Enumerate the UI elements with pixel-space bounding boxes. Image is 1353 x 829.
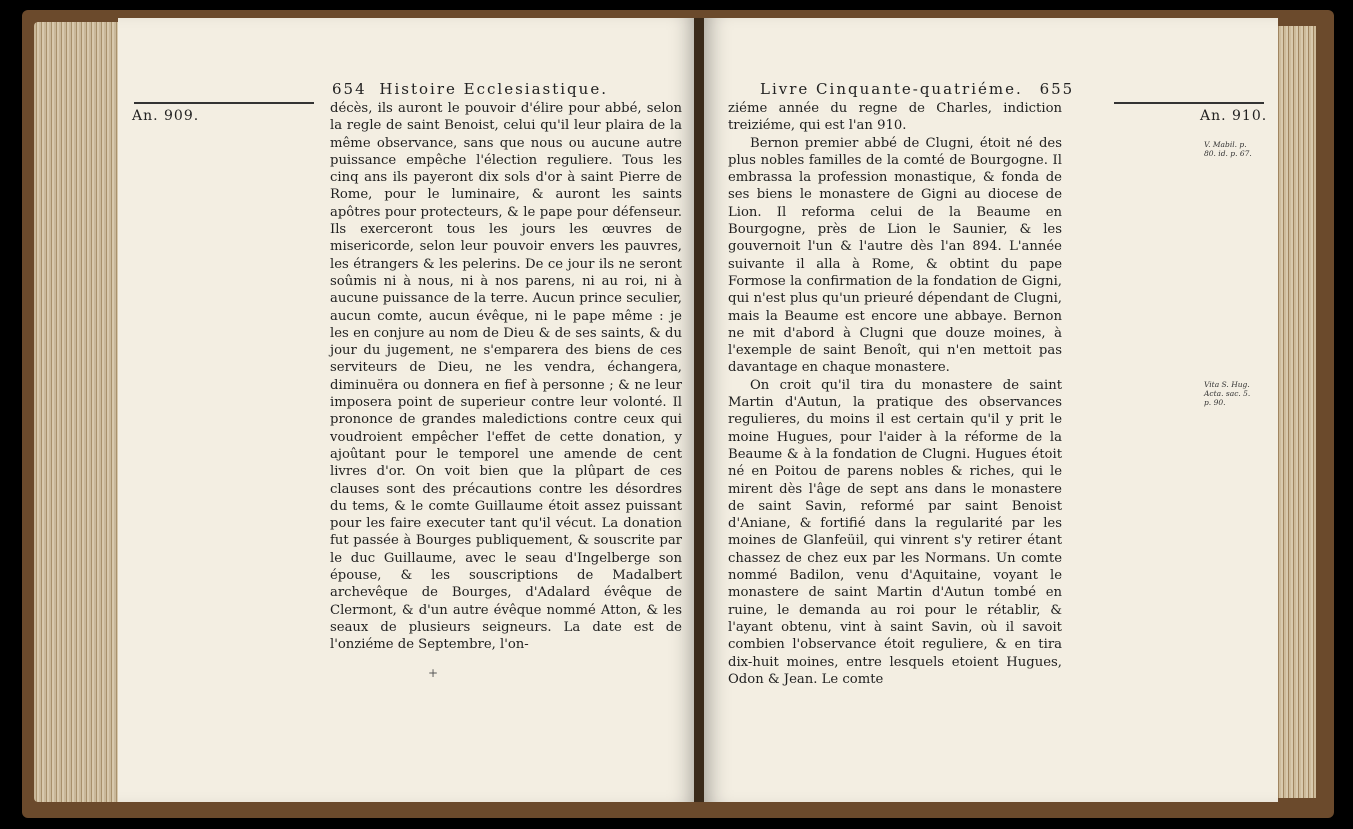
right-running-head [760,80,1074,98]
right-paragraph-3: On croit qu'il tira du monastere de saint Martin d'Autun, la pratique des observances regulieres, du moins il est certain qu'il y prit le moine Hugues, pour l'aider à la réforme de la Beaume & à la fondation de Clugni. Hugues étoit né en Poitou de parens nobles & riches, qui le mirent dès l'âge de sept ans dans le monastere de saint Savin, reformé par saint Benoist d'Aniane, & fortifié dans la regularité par les moines de Glanfeüil, qui vinrent s'y retirer étant chassez de chez eux par les Normans. Un comte nommé Badilon, venu d'Aquitaine, voyant le monastere de saint Martin d'Autun tombé en ruine, le demanda au roi pour le rétablir, & l'ayant obtenu, vint à saint Savin, où il savoit combien l'observance étoit reguliere, & en tira dix-huit moines, entre lesquels etoient Hugues, Odon & Jean. Le comte [728,377,1062,687]
left-page-number: 654 [332,80,367,98]
margin-note-1: V. Mabil. p. 80. id. p. 67. [1204,140,1252,158]
right-running-title: Livre Cinquante-quatriéme. [760,80,1023,98]
left-year-rule [134,102,314,104]
margin-note-2: Vita S. Hug. Acta. sac. 5. p. 90. [1204,380,1251,407]
left-year-label: An. 909. [132,108,200,124]
left-running-head [332,80,608,98]
right-year-rule [1114,102,1264,104]
left-paragraph: décès, ils auront le pouvoir d'élire pour abbé, selon la regle de saint Benoist, celui qu'il leur plaira de la même observance, sans que nous ou aucune autre puissance empêche l'élection reguliere. Tous les cinq ans ils payeront dix sols d'or à saint Pierre de Rome, pour le luminaire, & auront les saints apôtres pour protecteurs, & le pape pour défenseur. Ils exerceront tous les jours les œuvres de misericorde, selon leur pouvoir envers les pauvres, les étrangers & les pelerins. De ce jour ils ne seront soûmis ni à nous, ni à nos parens, ni au roi, ni à aucune puissance de la terre. Aucun prince seculier, aucun comte, aucun évêque, ni le pape même : je les en conjure au nom de Dieu & de ses saints, & du jour du jugement, ne s'emparera des biens de ces serviteurs de Dieu, ne les vendra, échangera, diminuëra ou donnera en fief à personne ; & ne leur imposera point de superieur contre leur volonté. Il prononce de grandes maledictions contre ceux qui voudroient empêcher l'effet de cette donation, y ajoûtant pour le temporel une amende de cent livres d'or. On voit bien que la plûpart de ces clauses sont des précautions contre les désordres du tems, & le comte Guillaume étoit assez puissant pour les faire executer tant qu'il vécut. La donation fut passée à Bourges publiquement, & souscrite par le duc Guillaume, avec le seau d'Ingelberge son épouse, & les souscriptions de Madalbert archevêque de Bourges, d'Adalard évêque de Clermont, & d'un autre évêque nommé Atton, & les seaux de plusieurs seigneurs. La date est de l'onziéme de Septembre, l'on- [330,101,682,653]
signature-mark: + [428,666,439,680]
right-page-number: 655 [1039,80,1075,98]
right-paragraph-1: ziéme année du regne de Charles, indiction treiziéme, qui est l'an 910. [728,101,1062,134]
left-page-edges [34,22,124,802]
right-body-text [728,100,1062,688]
left-page [118,18,696,802]
right-year-label: An. 910. [1200,108,1268,124]
right-paragraph-2: Bernon premier abbé de Clugni, étoit né des plus nobles familles de la comté de Bourgogne. Il embrassa la profession monastique, & fonda de ses biens le monastere de Gigni au diocese de Lion. Il reforma celui de la Beaume en Bourgogne, près de Lion le Saunier, & les gouvernoit l'un & l'autre dès l'an 894. L'année suivante il alla à Rome, & obtint du pape Formose la confirmation de la fondation de Gigni, qui n'est plus qu'un prieuré dépendant de Clugni, mais la Beaume est encore une abbaye. Bernon ne mit d'abord à Clugni que douze moines, à l'exemple de saint Benoît, qui n'en mettoit pas davantage en chaque monastere. [728,135,1062,376]
left-running-title: Histoire Ecclesiastique. [379,80,608,98]
right-page-edges [1276,26,1316,798]
right-page [704,18,1278,802]
left-body-text [330,100,682,654]
